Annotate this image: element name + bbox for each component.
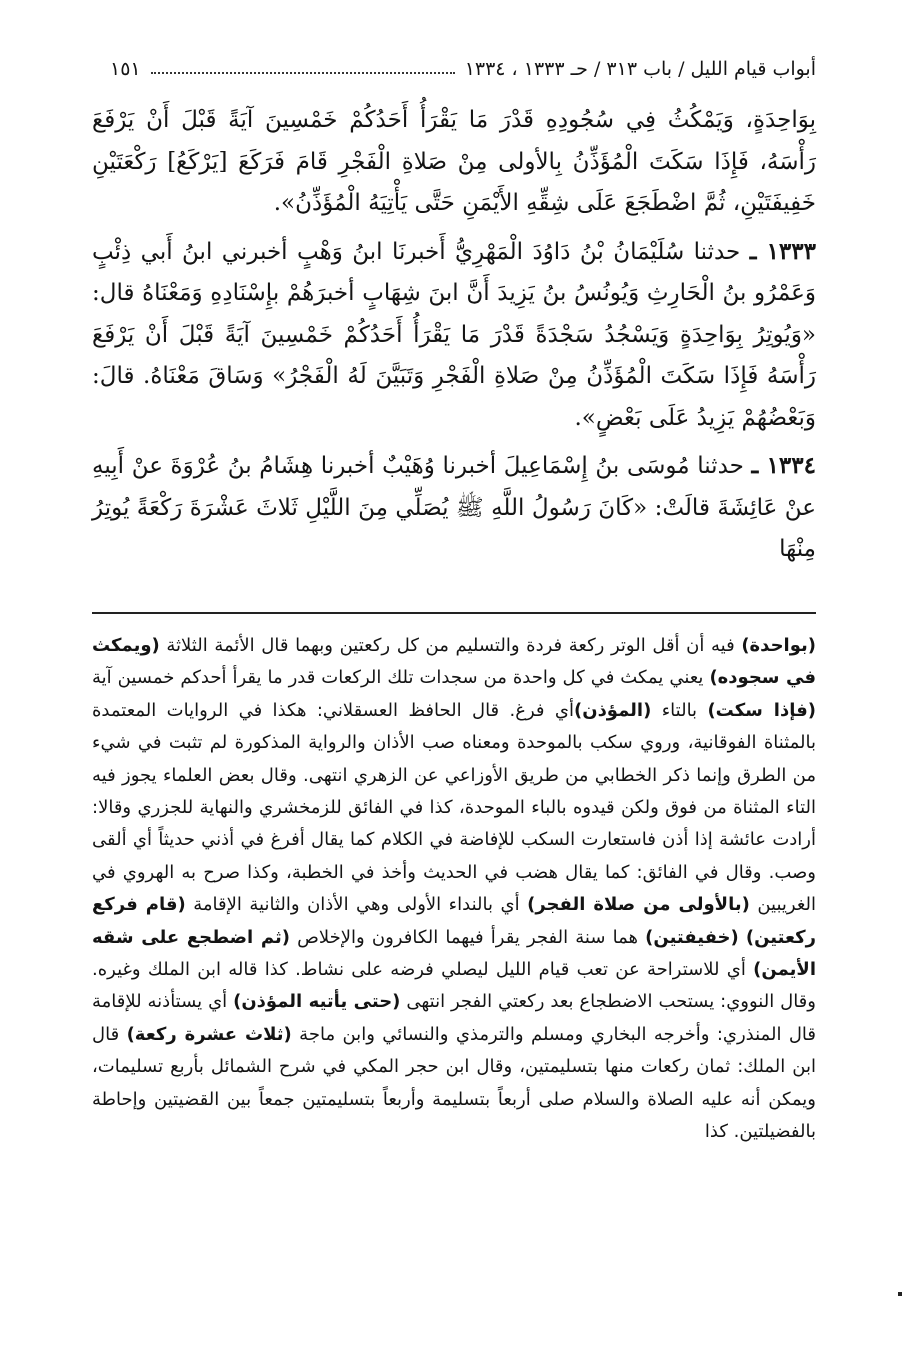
hadith-number: ١٣٣٣ ـ [749,237,816,265]
hadith-1334 [92,445,816,571]
keyword: (فإذا سكت) [707,699,816,721]
commentary-text: يعني يمكث في كل واحدة من سجدات تلك الركعات قدر ما يقرأ أحدكم خمسين آية [92,667,710,689]
keyword: (ويمكث في سجوده) [92,635,817,689]
commentary-text: أي بالنداء الأولى وهي الأذان والثانية الإقامة [185,894,528,916]
page-number: ١٥١ [110,58,141,80]
keyword: (خفيفتين) [645,926,739,948]
commentary [92,630,816,1149]
hadith-text [92,100,816,571]
commentary-text: بالتاء [651,699,708,721]
commentary-text [739,927,746,948]
keyword: (قام فركع ركعتين) [92,894,816,948]
commentary-text: أي يستأذنه للإقامة قال المنذري: وأخرجه البخاري ومسلم والترمذي والنسائي وابن ماجة [92,991,817,1045]
commentary-text: أي فرغ. قال الحافظ العسقلاني: هكذا في الروايات المعتمدة بالمثناة الفوقانية، وروي سكب بالموحدة ومعناه صب الأذان والرواية المذكورة لم تثبت في شيء من الطرق وإنما ذكر الخطابي من طريق الأوزاعي عن الزهري انتهى. وقال بعض العلماء يجوز فيه التاء المثناة من فوق ولكن قيدوه بالباء الموحدة، كذا في الفائق للزمخشري والنهاية للجزري وقالا: أرادت عائشة إذا أذن فاستعارت السكب للإفاضة في الكلام كما يقال أفرغ في أذني حديثاً أي ألقى وصب. وقال في الفائق: كما يقال هضب في الحديث وأخذ في الخطبة، وكذا صرح به الهروي في الغريبين [92,699,816,916]
hadith-body: حدثنا سُلَيْمَانُ بْنُ دَاوُدَ الْمَهْرِيُّ أَخبرنَا ابنُ وَهْبٍ أخبرني ابنُ أَبي ذِئْبٍ وَعَمْرُو بنُ الْحَارِثِ وَيُونُسُ بنُ يَزِيدَ أَنَّ ابنَ شِهَابٍ أخبرَهُمْ بإِسْنَادِهِ وَمَعْنَاهُ قال: «وَيُوتِرُ بِوَاحِدَةٍ وَيَسْجُدُ سَجْدَةً قَدْرَ مَا يَقْرَأُ أَحَدُكُمْ خَمْسِينَ آيَةً قَبْلَ أَنْ يَرْفَعَ رَأْسَهُ فَإِذَا سَكَتَ الْمُؤَذِّنُ مِنْ صَلاةِ الْفَجْرِ وَتَبَيَّنَ لَهُ الْفَجْرُ» وَسَاقَ مَعْنَاهُ. قالَ: وَبَعْضُهُمْ يَزِيدُ عَلَى بَعْضٍ». [92,238,816,431]
running-header [110,52,816,86]
header-title: أبواب قيام الليل / باب ٣١٣ / حـ ١٣٣٣ ، ١٣٣٤ [464,58,816,80]
commentary-text: أي للاستراحة عن تعب قيام الليل ليصلي فرضه على نشاط. كذا قاله ابن الملك وغيره. وقال النووي: يستحب الاضطجاع بعد ركعتي الفجر انتهى [92,959,816,1013]
commentary-text: فيه أن أقل الوتر ركعة فردة والتسليم من كل ركعتين وبهما قال الأئمة الثلاثة [159,635,742,656]
keyword: (ثم اضطجع على شقه الأيمن) [92,926,816,981]
header-dotted-leader [151,72,455,74]
keyword: (حتى يأتيه المؤذن) [233,991,401,1013]
commentary-text: هما سنة الفجر يقرأ فيهما الكافرون والإخلاص [290,926,646,948]
keyword: (ثلاث عشرة ركعة) [126,1023,292,1045]
hadith-number: ١٣٣٤ ـ [751,452,816,479]
commentary-paragraph [92,630,816,1149]
hadith-body: حدثنا مُوسَى بنُ إِسْمَاعِيلَ أخبرنا وُهَيْبٌ أخبرنا هِشَامُ بنُ عُرْوَةَ عنْ أَبِيهِ عنْ عَائِشَةَ قالَتْ: «كَانَ رَسُولُ اللَّهِ ﷺ يُصَلِّي مِنَ اللَّيْلِ ثَلاثَ عَشْرَةَ رَكْعَةً يُوتِرُ مِنْهَا [92,453,816,562]
commentary-text: قال ابن الملك: ثمان ركعات منها بتسليمتين، وقال ابن حجر المكي في شرح الشمائل بأربع تسليمات، ويمكن أنه عليه الصلاة والسلام صلى أربعاً بتسليمة وأربعاً بتسليمتين جمعاً بين القضيتين وإحاطة بالفضيلتين. كذا [92,1023,816,1143]
footnote-separator [92,612,816,614]
hadith-1333 [92,231,816,440]
scan-speck [898,1292,902,1296]
hadith-continuation: بِوَاحِدَةٍ، وَيَمْكُثُ فِي سُجُودِهِ قَدْرَ مَا يَقْرَأُ أَحَدُكُمْ خَمْسِينَ آيَةً قَبْلَ أَنْ يَرْفَعَ رَأْسَهُ، فَإِذَا سَكَتَ الْمُؤَذِّنُ بِالأولى مِنْ صَلاةِ الْفَجْرِ قَامَ فَرَكَعَ [يَرْكَعُ] رَكْعَتَيْنِ خَفِيفَتَيْنِ، ثُمَّ اضْطَجَعَ عَلَى شِقِّهِ الأَيْمَنِ حَتَّى يَأْتِيَهُ الْمُؤَذِّنُ». [92,107,816,216]
keyword: (بالأولى من صلاة الفجر) [527,894,750,916]
keyword: (بواحدة) [741,635,816,656]
keyword: (المؤذن) [573,699,652,721]
